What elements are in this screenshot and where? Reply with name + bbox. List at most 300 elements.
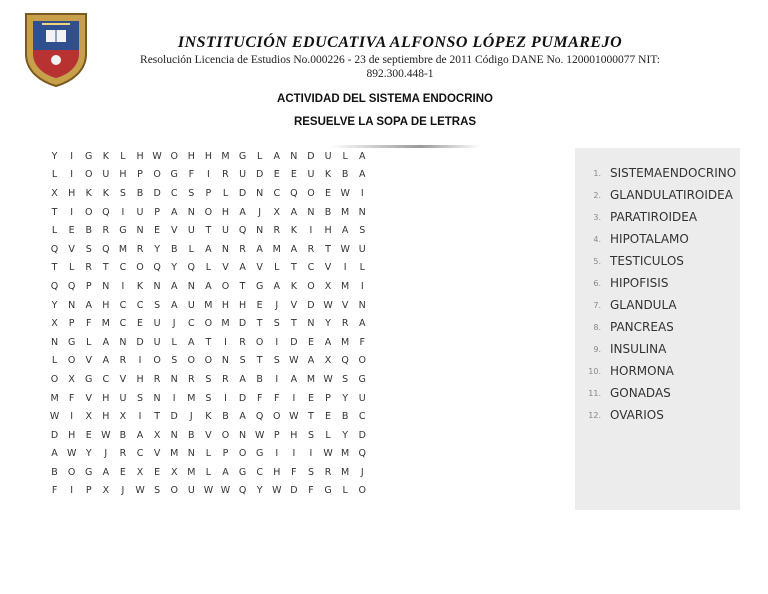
grid-letter: V — [119, 373, 127, 385]
grid-letter: C — [102, 373, 110, 385]
word-list-item — [575, 276, 668, 290]
grid-letter: E — [85, 429, 92, 441]
grid-letter: G — [255, 448, 264, 460]
grid-letter: F — [291, 466, 297, 478]
grid-letter: W — [66, 448, 77, 460]
grid-letter: R — [341, 318, 349, 330]
grid-letter: M — [204, 299, 213, 311]
grid-letter: H — [136, 150, 144, 162]
grid-letter: T — [290, 262, 297, 274]
grid-letter: K — [102, 187, 109, 199]
word-label: GLANDULATIROIDEA — [610, 188, 733, 202]
grid-letter: A — [358, 150, 366, 162]
grid-letter: G — [85, 466, 93, 478]
grid-letter: P — [222, 448, 229, 460]
grid-letter: M — [341, 448, 350, 460]
grid-letter: N — [153, 280, 161, 292]
grid-letter: H — [324, 225, 332, 237]
grid-letter: M — [187, 392, 196, 404]
grid-letter: N — [119, 336, 127, 348]
grid-letter: N — [307, 318, 315, 330]
grid-letter: O — [255, 336, 264, 348]
grid-letter: X — [119, 411, 127, 423]
grid-letter: C — [187, 318, 195, 330]
grid-letter: Q — [238, 225, 247, 237]
grid-letter: H — [273, 466, 281, 478]
grid-letter: R — [239, 243, 246, 255]
grid-letter: U — [187, 485, 195, 497]
grid-letter: H — [136, 373, 144, 385]
grid-letter: L — [342, 485, 348, 497]
grid-row — [46, 426, 371, 445]
grid-letter: A — [239, 411, 246, 423]
grid-letter: Q — [238, 485, 247, 497]
grid-letter: W — [254, 429, 265, 441]
word-list-item — [575, 408, 664, 422]
word-label: PANCREAS — [610, 320, 674, 334]
word-number: 7. — [593, 300, 601, 310]
grid-letter: S — [342, 373, 349, 385]
grid-letter: T — [102, 262, 109, 274]
grid-letter: G — [67, 336, 76, 348]
grid-letter: E — [119, 466, 126, 478]
grid-letter: E — [290, 169, 297, 181]
grid-letter: W — [323, 299, 333, 311]
grid-letter: N — [187, 448, 195, 460]
grid-letter: G — [85, 373, 93, 385]
grid-letter: O — [238, 448, 247, 460]
grid-letter: A — [51, 448, 58, 460]
grid-letter: U — [187, 299, 195, 311]
grid-letter: E — [325, 411, 332, 423]
grid-letter: M — [50, 392, 59, 404]
grid-letter: K — [290, 280, 297, 292]
grid-letter: A — [170, 206, 178, 218]
grid-letter: R — [307, 243, 315, 255]
grid-letter: Y — [154, 243, 161, 255]
grid-letter: F — [274, 392, 280, 404]
grid-letter: N — [290, 150, 298, 162]
grid-letter: O — [84, 169, 93, 181]
grid-letter: G — [119, 225, 127, 237]
grid-letter: A — [341, 225, 349, 237]
word-list-item — [575, 298, 677, 312]
grid-letter: S — [239, 355, 246, 367]
grid-row — [46, 314, 371, 333]
grid-letter: E — [154, 225, 161, 237]
grid-letter: V — [341, 299, 349, 311]
grid-letter: D — [290, 336, 298, 348]
grid-letter: A — [222, 466, 229, 478]
grid-row — [46, 240, 371, 259]
grid-letter: H — [187, 150, 195, 162]
grid-letter: A — [239, 373, 246, 385]
grid-letter: I — [360, 187, 364, 199]
grid-letter: W — [340, 187, 350, 199]
grid-letter: E — [325, 187, 332, 199]
grid-row — [46, 389, 371, 408]
grid-letter: O — [221, 429, 230, 441]
grid-letter: N — [187, 280, 195, 292]
grid-letter: C — [170, 187, 178, 199]
grid-letter: K — [290, 225, 297, 237]
grid-letter: L — [51, 225, 58, 237]
grid-letter: H — [204, 150, 212, 162]
grid-letter: I — [70, 150, 74, 162]
grid-letter: P — [85, 280, 92, 292]
grid-letter: O — [50, 373, 59, 385]
grid-letter: M — [341, 336, 350, 348]
grid-letter: Y — [342, 429, 349, 441]
grid-letter: O — [221, 280, 230, 292]
grid-letter: M — [341, 280, 350, 292]
grid-letter: L — [342, 150, 348, 162]
grid-letter: I — [292, 392, 296, 404]
grid-letter: X — [324, 355, 332, 367]
grid-letter: O — [204, 318, 213, 330]
word-label: TESTICULOS — [610, 254, 684, 268]
grid-letter: O — [187, 355, 196, 367]
grid-letter: A — [290, 373, 298, 385]
grid-letter: Y — [325, 318, 331, 330]
grid-letter: I — [309, 225, 313, 237]
grid-letter: M — [118, 243, 128, 255]
grid-letter: H — [221, 206, 230, 218]
grid-letter: X — [51, 318, 58, 330]
grid-letter: D — [50, 429, 59, 441]
grid-letter: Y — [85, 448, 92, 460]
grid-letter: I — [275, 336, 279, 348]
grid-letter: A — [136, 429, 144, 441]
grid-letter: V — [85, 355, 92, 367]
grid-letter: S — [273, 355, 280, 367]
grid-letter: A — [239, 206, 246, 218]
grid-row — [46, 221, 371, 240]
grid-letter: S — [85, 243, 92, 255]
word-list-item — [575, 320, 674, 334]
grid-letter: O — [84, 206, 93, 218]
grid-letter: X — [153, 429, 161, 441]
grid-letter: W — [135, 485, 145, 497]
grid-letter: Q — [67, 280, 76, 292]
grid-letter: A — [102, 355, 110, 367]
grid-letter: K — [136, 280, 144, 292]
grid-letter: A — [358, 169, 366, 181]
activity-subtitle: RESUELVE LA SOPA DE LETRAS — [293, 116, 477, 128]
word-list-item — [575, 386, 671, 400]
grid-letter: B — [341, 411, 349, 423]
grid-letter: M — [187, 466, 196, 478]
grid-letter: U — [102, 169, 110, 181]
grid-letter: O — [204, 355, 213, 367]
grid-letter: I — [121, 206, 125, 218]
grid-letter: L — [205, 262, 212, 274]
grid-letter: H — [102, 411, 110, 423]
grid-letter: O — [136, 262, 144, 274]
grid-letter: T — [308, 411, 314, 423]
word-number: 12. — [588, 410, 601, 420]
grid-letter: K — [324, 169, 332, 181]
grid-letter: T — [290, 318, 297, 330]
grid-letter: V — [153, 448, 161, 460]
grid-letter: I — [224, 392, 227, 404]
grid-letter: P — [325, 392, 331, 404]
grid-letter: A — [324, 336, 332, 348]
grid-letter: N — [50, 336, 59, 348]
grid-letter: H — [119, 169, 127, 181]
word-label: HORMONA — [610, 364, 674, 378]
grid-letter: X — [273, 206, 281, 218]
resolution-line-2: 892.300.448-1 — [366, 68, 434, 80]
grid-letter: U — [358, 392, 366, 404]
grid-letter: B — [85, 225, 92, 237]
grid-letter: W — [272, 485, 282, 497]
grid-row — [46, 445, 371, 464]
grid-letter: G — [358, 373, 366, 385]
grid-letter: L — [51, 169, 58, 181]
word-number: 4. — [593, 234, 601, 244]
grid-letter: X — [102, 485, 110, 497]
grid-letter: T — [51, 206, 58, 218]
grid-letter: I — [70, 485, 74, 497]
grid-letter: X — [51, 187, 58, 199]
grid-row — [46, 259, 371, 278]
word-label: HIPOTALAMO — [610, 232, 689, 246]
grid-letter: O — [153, 355, 161, 367]
word-label: SISTEMAENDOCRINO — [610, 166, 737, 180]
grid-letter: Q — [50, 280, 59, 292]
grid-letter: M — [221, 318, 230, 330]
grid-letter: O — [273, 411, 281, 423]
grid-letter: X — [85, 411, 92, 423]
institution-title: INSTITUCIÓN EDUCATIVA ALFONSO LÓPEZ PUMAREJO — [177, 34, 623, 51]
grid-letter: W — [101, 429, 111, 441]
grid-letter: Y — [256, 485, 263, 497]
grid-letter: Q — [187, 262, 196, 274]
grid-letter: R — [324, 466, 332, 478]
grid-letter: R — [85, 262, 93, 274]
grid-letter: V — [68, 243, 75, 255]
resolution-text — [100, 53, 700, 81]
grid-letter: X — [170, 466, 178, 478]
grid-letter: P — [205, 187, 212, 199]
grid-letter: R — [119, 448, 127, 460]
grid-row — [46, 482, 371, 501]
grid-letter: X — [136, 466, 144, 478]
grid-letter: I — [138, 411, 142, 423]
grid-letter: A — [188, 336, 195, 348]
grid-letter: M — [101, 318, 110, 330]
grid-letter: L — [188, 243, 194, 255]
grid-letter: Q — [255, 411, 264, 423]
grid-letter: C — [307, 262, 315, 274]
school-logo-icon — [22, 8, 90, 88]
grid-letter: T — [51, 262, 58, 274]
grid-letter: S — [205, 373, 212, 385]
grid-letter: E — [307, 336, 314, 348]
grid-letter: C — [358, 411, 366, 423]
grid-letter: Y — [51, 299, 58, 311]
grid-letter: R — [222, 169, 229, 181]
grid-letter: D — [238, 187, 247, 199]
grid-letter: C — [256, 466, 263, 478]
grid-row — [46, 203, 371, 222]
grid-letter: O — [170, 150, 178, 162]
grid-letter: A — [170, 299, 178, 311]
grid-letter: I — [70, 411, 74, 423]
grid-letter: J — [172, 318, 176, 330]
grid-letter: I — [121, 280, 125, 292]
grid-letter: W — [220, 485, 231, 497]
grid-letter: T — [256, 355, 263, 367]
grid-letter: I — [275, 448, 279, 460]
grid-letter: F — [359, 336, 365, 348]
grid-letter: L — [171, 336, 177, 348]
grid-letter: D — [238, 318, 247, 330]
word-label: PARATIROIDEA — [610, 210, 698, 224]
grid-letter: G — [170, 169, 178, 181]
grid-letter: S — [205, 392, 212, 404]
grid-row — [46, 463, 371, 482]
grid-letter: A — [358, 318, 366, 330]
grid-letter: Q — [50, 243, 59, 255]
grid-letter: E — [273, 169, 280, 181]
grid-letter: W — [203, 485, 214, 497]
grid-letter: E — [154, 466, 161, 478]
grid-letter: M — [272, 243, 281, 255]
grid-letter: W — [152, 150, 162, 162]
grid-letter: O — [170, 485, 178, 497]
grid-letter: L — [86, 336, 92, 348]
grid-letter: O — [153, 169, 161, 181]
grid-letter: S — [137, 392, 144, 404]
grid-letter: X — [324, 280, 332, 292]
grid-letter: W — [323, 448, 333, 460]
grid-letter: W — [49, 411, 60, 423]
word-number: 9. — [593, 344, 601, 354]
grid-letter: M — [221, 150, 230, 162]
grid-letter: B — [51, 466, 58, 478]
grid-letter: A — [102, 466, 110, 478]
grid-letter: J — [121, 485, 125, 497]
grid-letter: B — [136, 187, 144, 199]
grid-letter: S — [119, 187, 126, 199]
grid-letter: S — [171, 355, 178, 367]
grid-letter: L — [359, 262, 365, 274]
grid-letter: R — [222, 373, 229, 385]
grid-letter: V — [324, 262, 332, 274]
word-label: GONADAS — [610, 386, 671, 400]
word-list-item — [575, 166, 736, 180]
grid-letter: M — [306, 373, 316, 385]
grid-letter: E — [307, 392, 314, 404]
grid-letter: P — [273, 429, 280, 441]
grid-letter: T — [239, 280, 246, 292]
grid-letter: R — [136, 243, 144, 255]
grid-letter: U — [153, 318, 161, 330]
grid-letter: P — [137, 169, 143, 181]
grid-letter: J — [360, 466, 364, 478]
grid-letter: Q — [341, 355, 349, 367]
grid-letter: V — [222, 262, 229, 274]
grid-row — [46, 370, 371, 389]
grid-letter: L — [274, 262, 280, 274]
grid-letter: N — [68, 299, 76, 311]
grid-letter: Y — [51, 150, 58, 162]
grid-letter: P — [85, 485, 92, 497]
grid-letter: I — [70, 169, 74, 181]
grid-letter: R — [273, 225, 281, 237]
grid-letter: N — [221, 243, 230, 255]
grid-letter: A — [239, 262, 246, 274]
word-list-item — [575, 188, 733, 202]
word-list-item — [575, 254, 684, 268]
grid-letter: O — [358, 485, 366, 497]
grid-letter: A — [273, 150, 281, 162]
grid-letter: N — [170, 429, 178, 441]
grid-letter: Q — [290, 187, 298, 199]
grid-letter: U — [324, 150, 332, 162]
grid-letter: R — [119, 355, 127, 367]
grid-letter: C — [119, 299, 127, 311]
grid-letter: J — [104, 448, 108, 460]
word-list-panel — [575, 148, 740, 510]
grid-letter: A — [307, 355, 315, 367]
grid-letter: J — [189, 411, 193, 423]
grid-letter: O — [358, 355, 366, 367]
grid-letter: T — [325, 243, 331, 255]
word-number: 3. — [593, 212, 601, 222]
grid-letter: M — [341, 206, 350, 218]
word-number: 8. — [593, 322, 601, 332]
grid-letter: N — [256, 225, 264, 237]
activity-title: ACTIVIDAD DEL SISTEMA ENDOCRINO — [277, 93, 493, 105]
grid-letter: D — [307, 299, 315, 311]
word-list-item — [575, 342, 666, 356]
grid-letter: D — [358, 429, 366, 441]
grid-letter: B — [188, 429, 195, 441]
grid-letter: J — [258, 206, 262, 218]
grid-letter: F — [256, 392, 263, 404]
word-label: GLANDULA — [610, 298, 677, 312]
grid-letter: R — [187, 373, 195, 385]
word-number: 1. — [593, 168, 601, 178]
word-number: 2. — [593, 190, 601, 200]
grid-letter: I — [138, 355, 142, 367]
grid-row — [46, 184, 371, 203]
grid-letter: R — [102, 225, 110, 237]
grid-letter: V — [205, 429, 212, 441]
grid-letter: I — [360, 280, 364, 292]
grid-letter: D — [136, 336, 144, 348]
grid-row — [46, 166, 371, 185]
word-number: 5. — [593, 256, 601, 266]
word-number: 11. — [588, 388, 601, 398]
grid-letter: D — [307, 150, 315, 162]
grid-letter: C — [136, 448, 144, 460]
grid-letter: C — [119, 318, 127, 330]
grid-letter: A — [205, 280, 212, 292]
grid-letter: N — [239, 429, 247, 441]
grid-letter: S — [188, 187, 195, 199]
grid-letter: A — [102, 336, 110, 348]
grid-letter: H — [68, 429, 76, 441]
grid-letter: I — [292, 448, 296, 460]
grid-letter: A — [273, 280, 281, 292]
word-list-item — [575, 210, 697, 224]
grid-letter: O — [67, 355, 76, 367]
grid-letter: H — [102, 392, 110, 404]
